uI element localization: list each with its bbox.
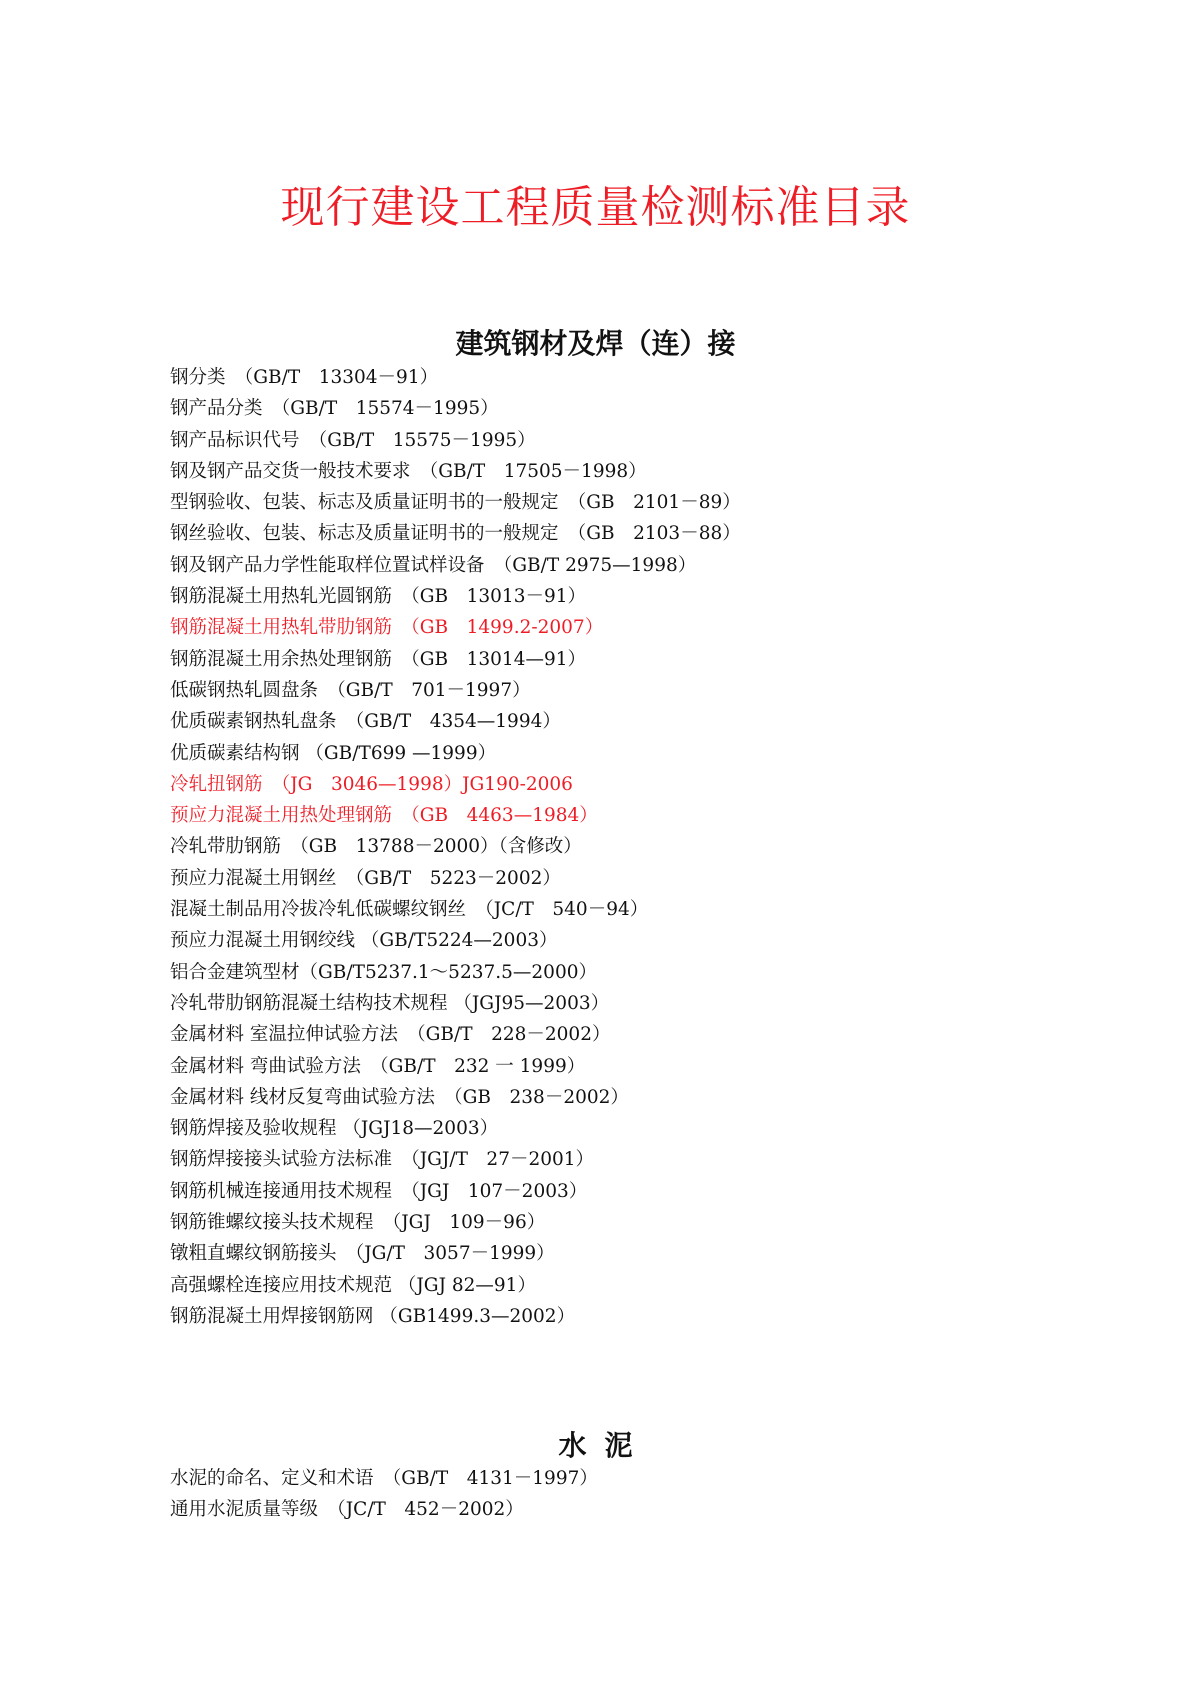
standard-entry: 冷轧带肋钢筋混凝土结构技术规程 （JGJ95—2003） [170,992,610,1014]
section-heading-cement: 水泥 [558,1429,651,1463]
standard-entry: 钢丝验收、包装、标志及质量证明书的一般规定 （GB 2103－88） [170,523,741,545]
standard-entry: 钢及钢产品交货一般技术要求 （GB/T 17505－1998） [170,460,647,482]
standard-entry: 高强螺栓连接应用技术规范 （JGJ 82—91） [170,1274,536,1296]
standard-entry: 预应力混凝土用钢绞线 （GB/T5224—2003） [170,930,558,952]
standard-entry: 型钢验收、包装、标志及质量证明书的一般规定 （GB 2101－89） [170,492,741,514]
standard-entry: 水泥的命名、定义和术语 （GB/T 4131－1997） [170,1468,598,1489]
page-title: 现行建设工程质量检测标准目录 [280,182,911,234]
standard-entry: 钢筋锥螺纹接头技术规程 （JGJ 109－96） [170,1212,546,1234]
standard-entry: 冷轧带肋钢筋 （GB 13788－2000）（含修改） [170,836,582,858]
standard-entry: 钢及钢产品力学性能取样位置试样设备 （GB/T 2975—1998） [170,554,697,576]
standard-entry: 镦粗直螺纹钢筋接头 （JG/T 3057－1999） [170,1243,555,1265]
standard-entry: 钢筋混凝土用余热处理钢筋 （GB 13014—91） [170,648,587,670]
standards-list-steel-welding [170,362,741,1332]
standard-entry: 钢筋机械连接通用技术规程 （JGJ 107－2003） [170,1180,588,1202]
standard-entry: 优质碳素结构钢 （GB/T699 —1999） [170,742,497,764]
standard-entry: 通用水泥质量等级 （JC/T 452－2002） [170,1499,524,1521]
standard-entry: 预应力混凝土用热处理钢筋 （GB 4463—1984） [170,805,598,827]
standard-entry: 钢产品标识代号 （GB/T 15575－1995） [170,429,536,451]
standard-entry: 预应力混凝土用钢丝 （GB/T 5223－2002） [170,867,561,889]
standard-entry: 混凝土制品用冷拔冷轧低碳螺纹钢丝 （JC/T 540－94） [170,899,649,921]
standards-list-cement [170,1463,598,1526]
section-heading-steel-welding: 建筑钢材及焊（连）接 [455,327,736,361]
standard-entry: 金属材料 线材反复弯曲试验方法 （GB 238－2002） [170,1086,629,1108]
standard-entry: 钢筋焊接接头试验方法标准 （JGJ/T 27－2001） [170,1149,595,1171]
standard-entry: 钢筋焊接及验收规程 （JGJ18—2003） [170,1118,499,1140]
standard-entry: 金属材料 弯曲试验方法 （GB/T 232 一 1999） [170,1055,586,1077]
standard-entry: 低碳钢热轧圆盘条 （GB/T 701－1997） [170,679,531,701]
standard-entry: 钢产品分类 （GB/T 15574－1995） [170,398,499,420]
standard-entry: 钢筋混凝土用热轧光圆钢筋 （GB 13013－91） [170,586,587,608]
standard-entry: 铝合金建筑型材（GB/T5237.1～5237.5—2000） [170,961,597,983]
standard-entry: 钢分类 （GB/T 13304－91） [170,367,439,388]
standard-entry: 钢筋混凝土用热轧带肋钢筋 （GB 1499.2-2007） [170,617,604,639]
standard-entry: 金属材料 室温拉伸试验方法 （GB/T 228－2002） [170,1024,611,1046]
standard-entry: 优质碳素钢热轧盘条 （GB/T 4354—1994） [170,711,561,733]
standard-entry: 钢筋混凝土用焊接钢筋网 （GB1499.3—2002） [170,1305,576,1327]
standard-entry: 冷轧扭钢筋 （JG 3046—1998）JG190-2006 [170,773,573,795]
